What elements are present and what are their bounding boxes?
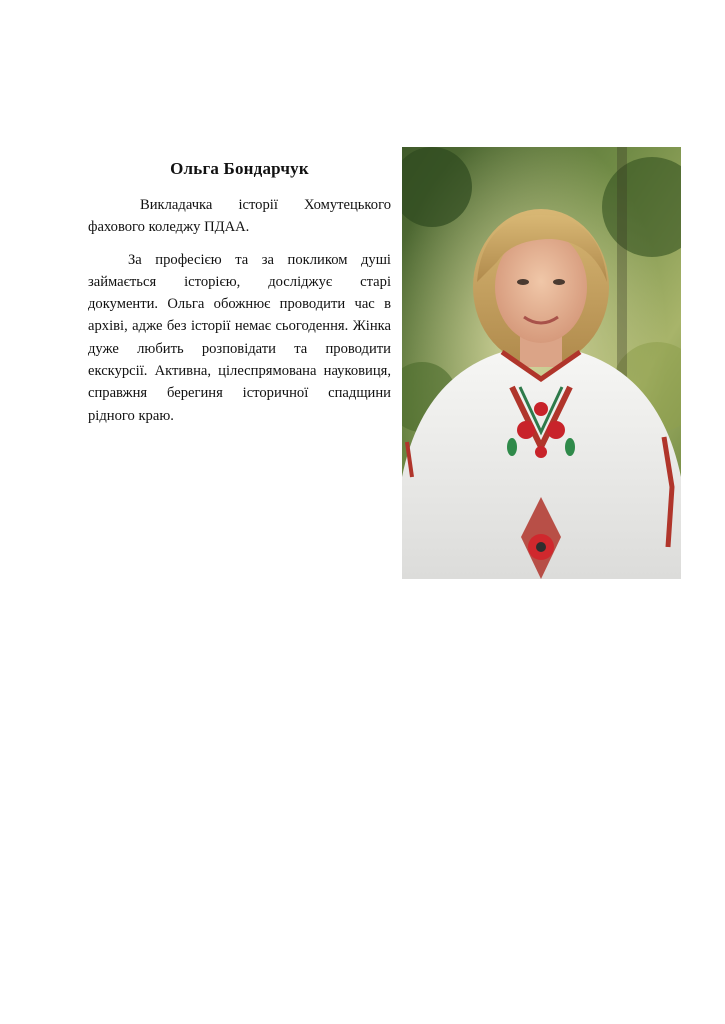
position-paragraph: Викладачка історії Хомутецького фахового коледжу ПДАА. [88, 197, 391, 236]
person-name: Ольга Бондарчук [170, 159, 309, 178]
profile-text [88, 158, 391, 437]
portrait-photo [402, 147, 681, 579]
bio-paragraph: За професією та за покликом душі займається історією, досліджує старі документи. Ольга обожнює проводити час в архіві, адже без історії немає сьогодення. Жінка дуже любить розповідати та проводити екскурсії. Активна, цілеспрямована науковиця, справжня берегиня історичної спадщини рідного краю. [88, 251, 391, 424]
